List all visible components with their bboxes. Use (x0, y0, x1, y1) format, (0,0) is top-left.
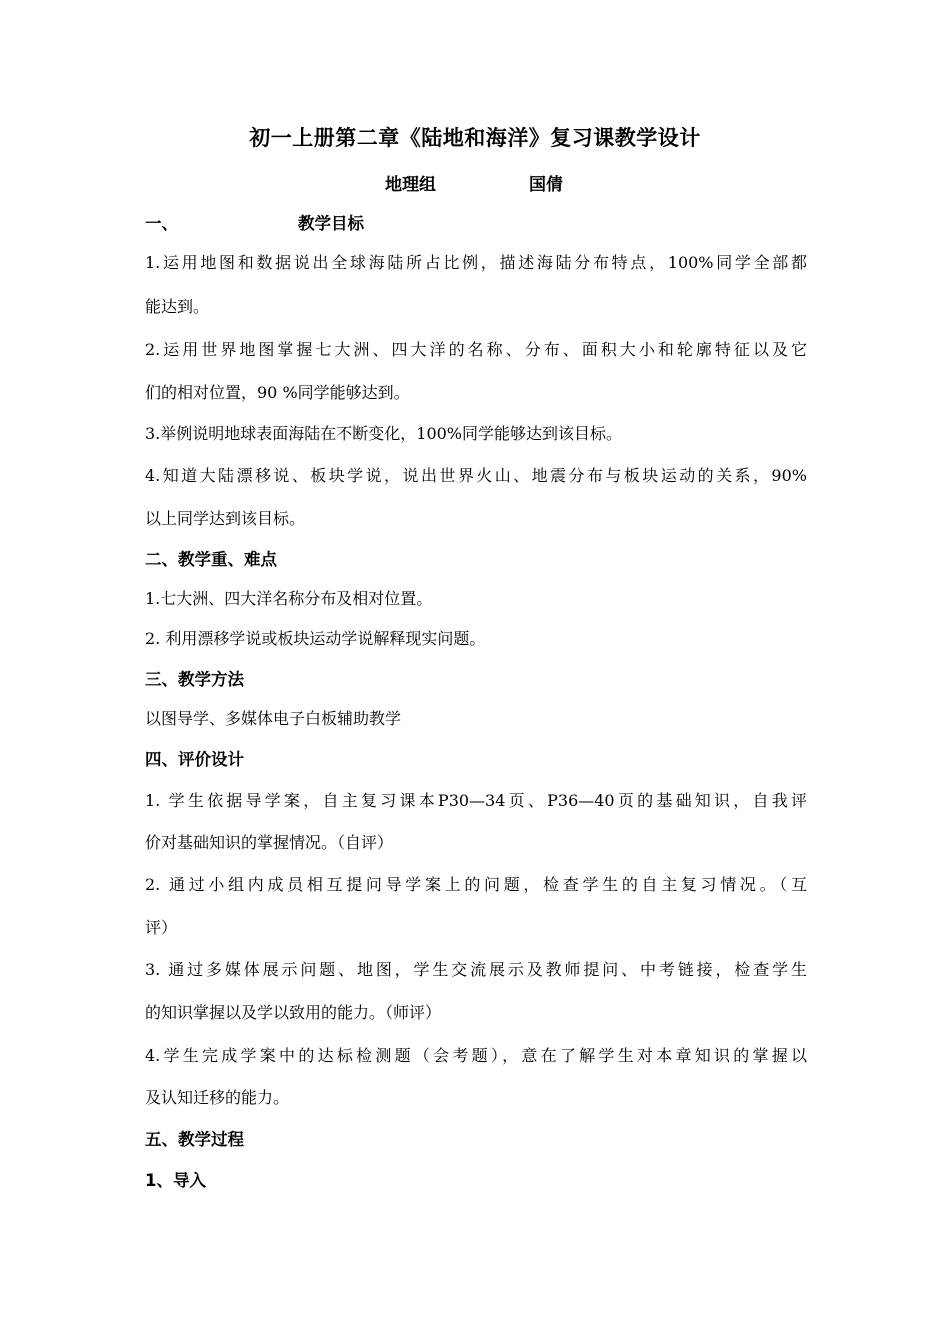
section-4-heading: 四、评价设计 (145, 750, 244, 769)
section-1-number: 一、 (145, 214, 178, 233)
objective-4-line-2: 以上同学达到该目标。 (145, 509, 306, 528)
group-name: 地理组 (385, 175, 436, 195)
evaluation-2-line-1: 2. 通过小组内成员相互提问导学案上的问题，检查学生的自主复习情况。（互 (145, 875, 807, 894)
objective-2-line-2: 们的相对位置，90 %同学能够达到。 (145, 383, 410, 402)
keypoint-2: 2. 利用漂移学说或板块运动学说解释现实问题。 (145, 629, 486, 648)
evaluation-1-line-2: 价对基础知识的掌握情况。（自评） (145, 833, 394, 852)
objective-2-line-1: 2.运用世界地图掌握七大洲、四大洋的名称、分布、面积大小和轮廓特征以及它 (145, 340, 807, 359)
section-3-heading: 三、教学方法 (145, 670, 244, 689)
evaluation-4-line-1: 4.学生完成学案中的达标检测题（会考题），意在了解学生对本章知识的掌握以 (145, 1046, 807, 1065)
evaluation-2-line-2: 评） (145, 918, 178, 937)
keypoint-1: 1.七大洲、四大洋名称分布及相对位置。 (145, 589, 433, 608)
evaluation-4-line-2: 及认知迁移的能力。 (145, 1088, 290, 1107)
evaluation-1-line-1: 1. 学生依据导学案，自主复习课本P30—34页、P36—40页的基础知识，自我评 (145, 791, 807, 810)
document-title: 初一上册第二章《陆地和海洋》复习课教学设计 (249, 126, 701, 150)
objective-4-line-1: 4.知道大陆漂移说、板块学说，说出世界火山、地震分布与板块运动的关系，90% (145, 466, 807, 485)
objective-3: 3.举例说明地球表面海陆在不断变化，100%同学能够达到该目标。 (145, 424, 623, 443)
evaluation-3-line-2: 的知识掌握以及学以致用的能力。（师评） (145, 1003, 442, 1022)
section-2-heading: 二、教学重、难点 (145, 550, 277, 569)
method-text: 以图导学、多媒体电子白板辅助教学 (145, 709, 402, 728)
section-5-sub-1: 1、导入 (145, 1171, 206, 1190)
objective-1-line-2: 能达到。 (145, 297, 210, 316)
objective-1-line-1: 1.运用地图和数据说出全球海陆所占比例，描述海陆分布特点，100%同学全部都 (145, 253, 807, 272)
section-5-heading: 五、教学过程 (145, 1130, 244, 1149)
author-name: 国倩 (529, 175, 563, 195)
evaluation-3-line-1: 3. 通过多媒体展示问题、地图，学生交流展示及教师提问、中考链接，检查学生 (145, 960, 807, 979)
section-1-heading: 教学目标 (298, 214, 364, 233)
